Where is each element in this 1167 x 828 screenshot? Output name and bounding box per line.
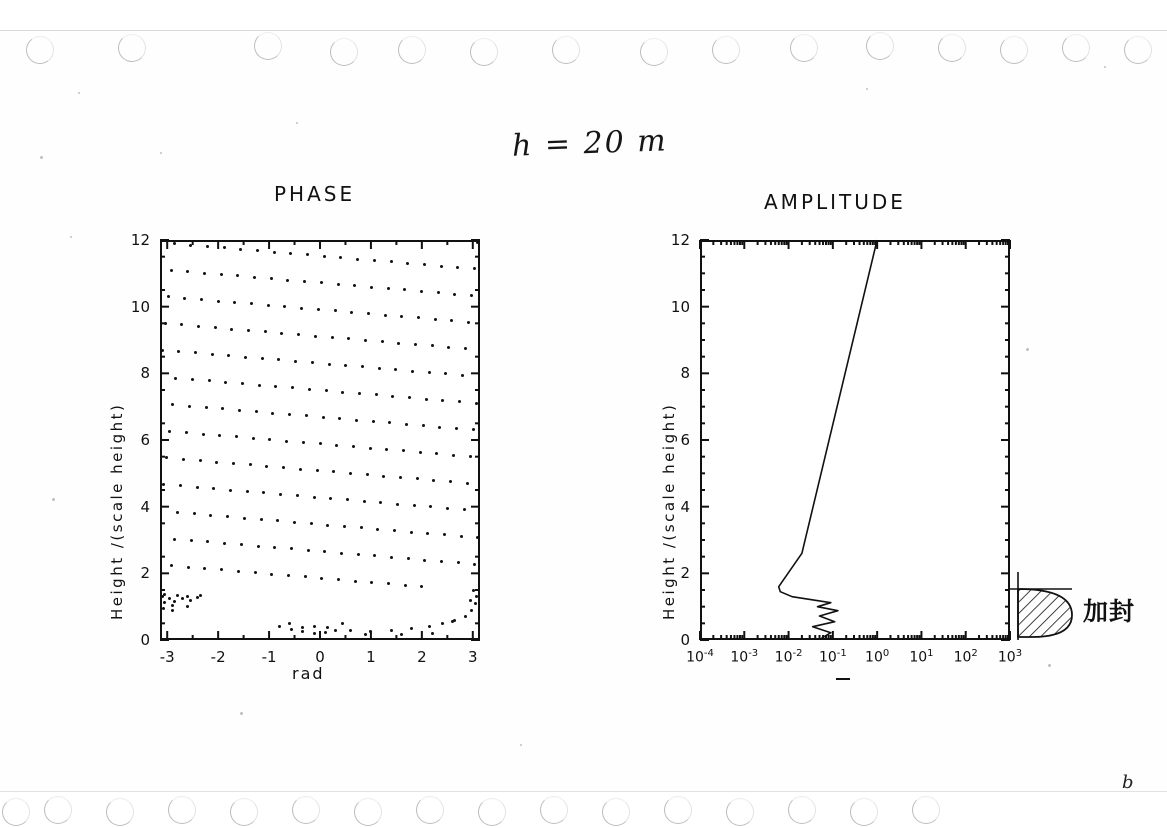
phase-data-point [253,276,256,279]
phase-data-point [382,475,385,478]
scan-speck [70,236,72,238]
phase-data-point [252,437,255,440]
phase-y-tick-label: 2 [140,564,150,583]
phase-data-point [455,427,458,430]
phase-data-point [244,356,247,359]
phase-data-point [422,424,425,427]
phase-data-point [186,595,189,598]
punch-hole-row-bottom [0,790,1167,824]
phase-data-point [161,595,164,598]
phase-data-point [270,277,273,280]
phase-data-point [453,293,456,296]
phase-data-point [464,615,467,618]
phase-data-point [322,416,325,419]
phase-data-point [314,335,317,338]
phase-data-point [261,357,264,360]
phase-data-point [440,560,443,563]
punch-hole-row-top [0,32,1167,66]
phase-data-point [300,307,303,310]
phase-data-point [356,258,359,261]
phase-data-point [369,447,372,450]
phase-data-point [323,255,326,258]
phase-data-point [334,629,337,632]
scan-speck [1048,664,1051,667]
phase-data-point [243,517,246,520]
phase-data-point [404,584,407,587]
phase-data-point [474,602,477,605]
phase-y-axis-label: Height /(scale height) [108,402,126,620]
phase-y-tick-label: 4 [140,497,150,516]
phase-y-tick-label: 6 [140,431,150,449]
phase-data-point [461,374,464,377]
amplitude-panel-title: AMPLITUDE [764,190,906,214]
phase-data-point [350,311,353,314]
phase-data-point [437,291,440,294]
phase-data-point [463,508,466,511]
phase-data-point [237,570,240,573]
scan-speck [160,152,162,154]
phase-data-point [217,300,220,303]
phase-data-point [270,573,273,576]
amplitude-x-axis-dash [836,678,850,680]
phase-data-point [257,545,260,548]
phase-data-point [410,627,413,630]
phase-x-tick-label: -1 [261,648,277,666]
phase-data-point [199,594,202,597]
phase-data-point [328,363,331,366]
phase-data-point [287,574,290,577]
phase-data-point [405,423,408,426]
phase-data-point [260,518,263,521]
phase-data-point [397,342,400,345]
phase-data-point [466,482,469,485]
phase-data-point [446,507,449,510]
phase-data-point [357,553,360,556]
phase-data-point [254,571,257,574]
scan-speck [52,498,55,501]
phase-x-axis-label: rad [292,664,325,683]
phase-data-point [470,609,473,612]
phase-data-point [387,287,390,290]
phase-data-point [428,625,431,628]
phase-data-point [240,543,243,546]
amplitude-x-tick-label: $10^{-1}$ [818,648,847,666]
phase-x-tick-label: 2 [417,648,427,666]
amplitude-y-tick-label: 2 [680,564,690,583]
phase-data-point [452,454,455,457]
phase-data-point [425,398,428,401]
phase-data-point [171,609,174,612]
phase-data-point [340,552,343,555]
phase-data-point [161,349,164,352]
scan-speck [296,122,298,124]
phase-x-tick-label: -2 [210,648,226,666]
phase-plot-area [160,240,480,640]
phase-data-point [187,566,190,569]
amplitude-y-tick-label: 6 [680,431,690,449]
phase-data-point [325,389,328,392]
phase-data-point [431,632,434,635]
amplitude-x-tick-label: $10^{-2}$ [774,648,803,666]
amplitude-x-tick-label: $10^3$ [997,648,1023,666]
phase-data-point [311,361,314,364]
phase-data-point [188,405,191,408]
phase-data-point [420,290,423,293]
phase-x-tick-label: 1 [366,648,376,666]
phase-data-point [331,336,334,339]
amplitude-x-tick-label: $10^2$ [953,648,978,666]
phase-data-point [472,589,475,592]
phase-data-point [370,286,373,289]
amplitude-y-tick-label: 4 [680,497,690,516]
amplitude-x-tick-label: $10^{-4}$ [686,648,714,666]
phase-data-point [469,599,472,602]
phase-data-point [396,503,399,506]
phase-data-point [176,594,179,597]
phase-data-point [411,370,414,373]
phase-data-point [279,493,282,496]
phase-data-point [293,521,296,524]
phase-data-point [343,525,346,528]
scan-speck [40,156,43,159]
amplitude-x-tick-label: $10^0$ [865,648,890,666]
phase-data-point [400,633,403,636]
phase-data-point [223,542,226,545]
phase-data-point [384,314,387,317]
phase-data-point [363,500,366,503]
phase-data-point [173,242,176,245]
phase-data-point [197,325,200,328]
phase-data-point [171,604,174,607]
phase-data-point [324,631,327,634]
phase-data-point [419,451,422,454]
amplitude-y-tick-label: 0 [680,631,690,649]
phase-data-point [229,489,232,492]
phase-data-point [467,321,470,324]
stamp-label: 加封 [1083,597,1136,626]
phase-data-point [441,622,444,625]
phase-data-point [255,410,258,413]
phase-data-point [470,294,473,297]
phase-data-point [203,272,206,275]
phase-y-tick-label: 0 [140,631,150,649]
phase-data-point [302,441,305,444]
phase-data-point [372,420,375,423]
phase-data-point [294,360,297,363]
phase-data-point [278,625,281,628]
phase-data-point [438,426,441,429]
phase-data-point [354,580,357,583]
phase-panel-title: PHASE [274,182,356,206]
phase-x-tick-label: -3 [159,648,175,666]
phase-data-point [182,458,185,461]
phase-data-point [407,557,410,560]
scan-speck [240,712,243,715]
phase-data-point [220,273,223,276]
phase-data-point [399,476,402,479]
amplitude-y-tick-label: 10 [670,297,690,316]
scan-speck [520,744,522,746]
amplitude-y-tick-label: 8 [680,364,690,383]
phase-data-point [476,241,479,244]
phase-data-point [211,353,214,356]
phase-data-point [349,472,352,475]
phase-data-point [341,391,344,394]
amplitude-x-tick-label: $10^1$ [909,648,934,666]
phase-data-point [267,304,270,307]
amplitude-y-axis-label: Height /(scale height) [660,402,678,620]
phase-y-tick-label: 12 [130,231,150,249]
amplitude-x-tick-label: $10^{-3}$ [730,648,759,666]
scan-speck [866,88,868,90]
phase-data-point [238,409,241,412]
phase-data-point [373,259,376,262]
phase-data-point [337,283,340,286]
scan-speck [1104,66,1106,68]
phase-data-point [410,531,413,534]
phase-data-point [246,490,249,493]
phase-y-tick-label: 8 [140,364,150,383]
phase-data-point [434,318,437,321]
phase-data-point [191,378,194,381]
phase-data-point [164,322,167,325]
amplitude-plot-area [700,240,1010,640]
phase-data-point [366,473,369,476]
phase-data-point [475,402,478,405]
phase-data-point [390,629,393,632]
phase-data-point [199,459,202,462]
scan-edge-top [0,0,1167,31]
phase-data-point [214,326,217,329]
handwritten-case-label: h = 20 m [511,123,669,164]
phase-data-point [196,486,199,489]
phase-data-point [206,245,209,248]
phase-data-point [285,440,288,443]
scan-speck [78,92,80,94]
phase-data-point [273,251,276,254]
phase-data-point [258,384,261,387]
phase-x-tick-label: 3 [468,648,478,666]
phase-data-point [390,556,393,559]
phase-data-point [428,371,431,374]
phase-data-point [170,269,173,272]
phase-data-point [308,388,311,391]
phase-data-point [307,549,310,552]
scan-speck [1026,348,1029,351]
phase-data-point [326,626,329,629]
phase-data-point [162,607,165,610]
phase-data-point [189,599,192,602]
phase-data-point [317,308,320,311]
phase-data-point [381,340,384,343]
phase-data-point [440,265,443,268]
phase-data-point [414,343,417,346]
phase-data-point [301,630,304,633]
phase-data-point [316,469,319,472]
phase-data-point [310,522,313,525]
phase-data-point [460,535,463,538]
phase-data-point [202,433,205,436]
phase-x-tick-label: 0 [315,648,325,666]
phase-y-tick-label: 10 [130,297,150,316]
phase-data-point [413,504,416,507]
phase-data-point [469,455,472,458]
phase-data-point [378,367,381,370]
phase-data-point [313,496,316,499]
phase-data-point [288,622,291,625]
phase-data-point [190,539,193,542]
phase-data-point [301,626,304,629]
phase-data-point [358,392,361,395]
page-mark: b [1122,772,1134,793]
phase-data-point [173,538,176,541]
phase-data-point [205,406,208,409]
phase-data-point [355,419,358,422]
phase-data-point [299,468,302,471]
amplitude-y-tick-label: 12 [670,231,690,249]
phase-data-point [326,524,329,527]
phase-data-point [364,339,367,342]
